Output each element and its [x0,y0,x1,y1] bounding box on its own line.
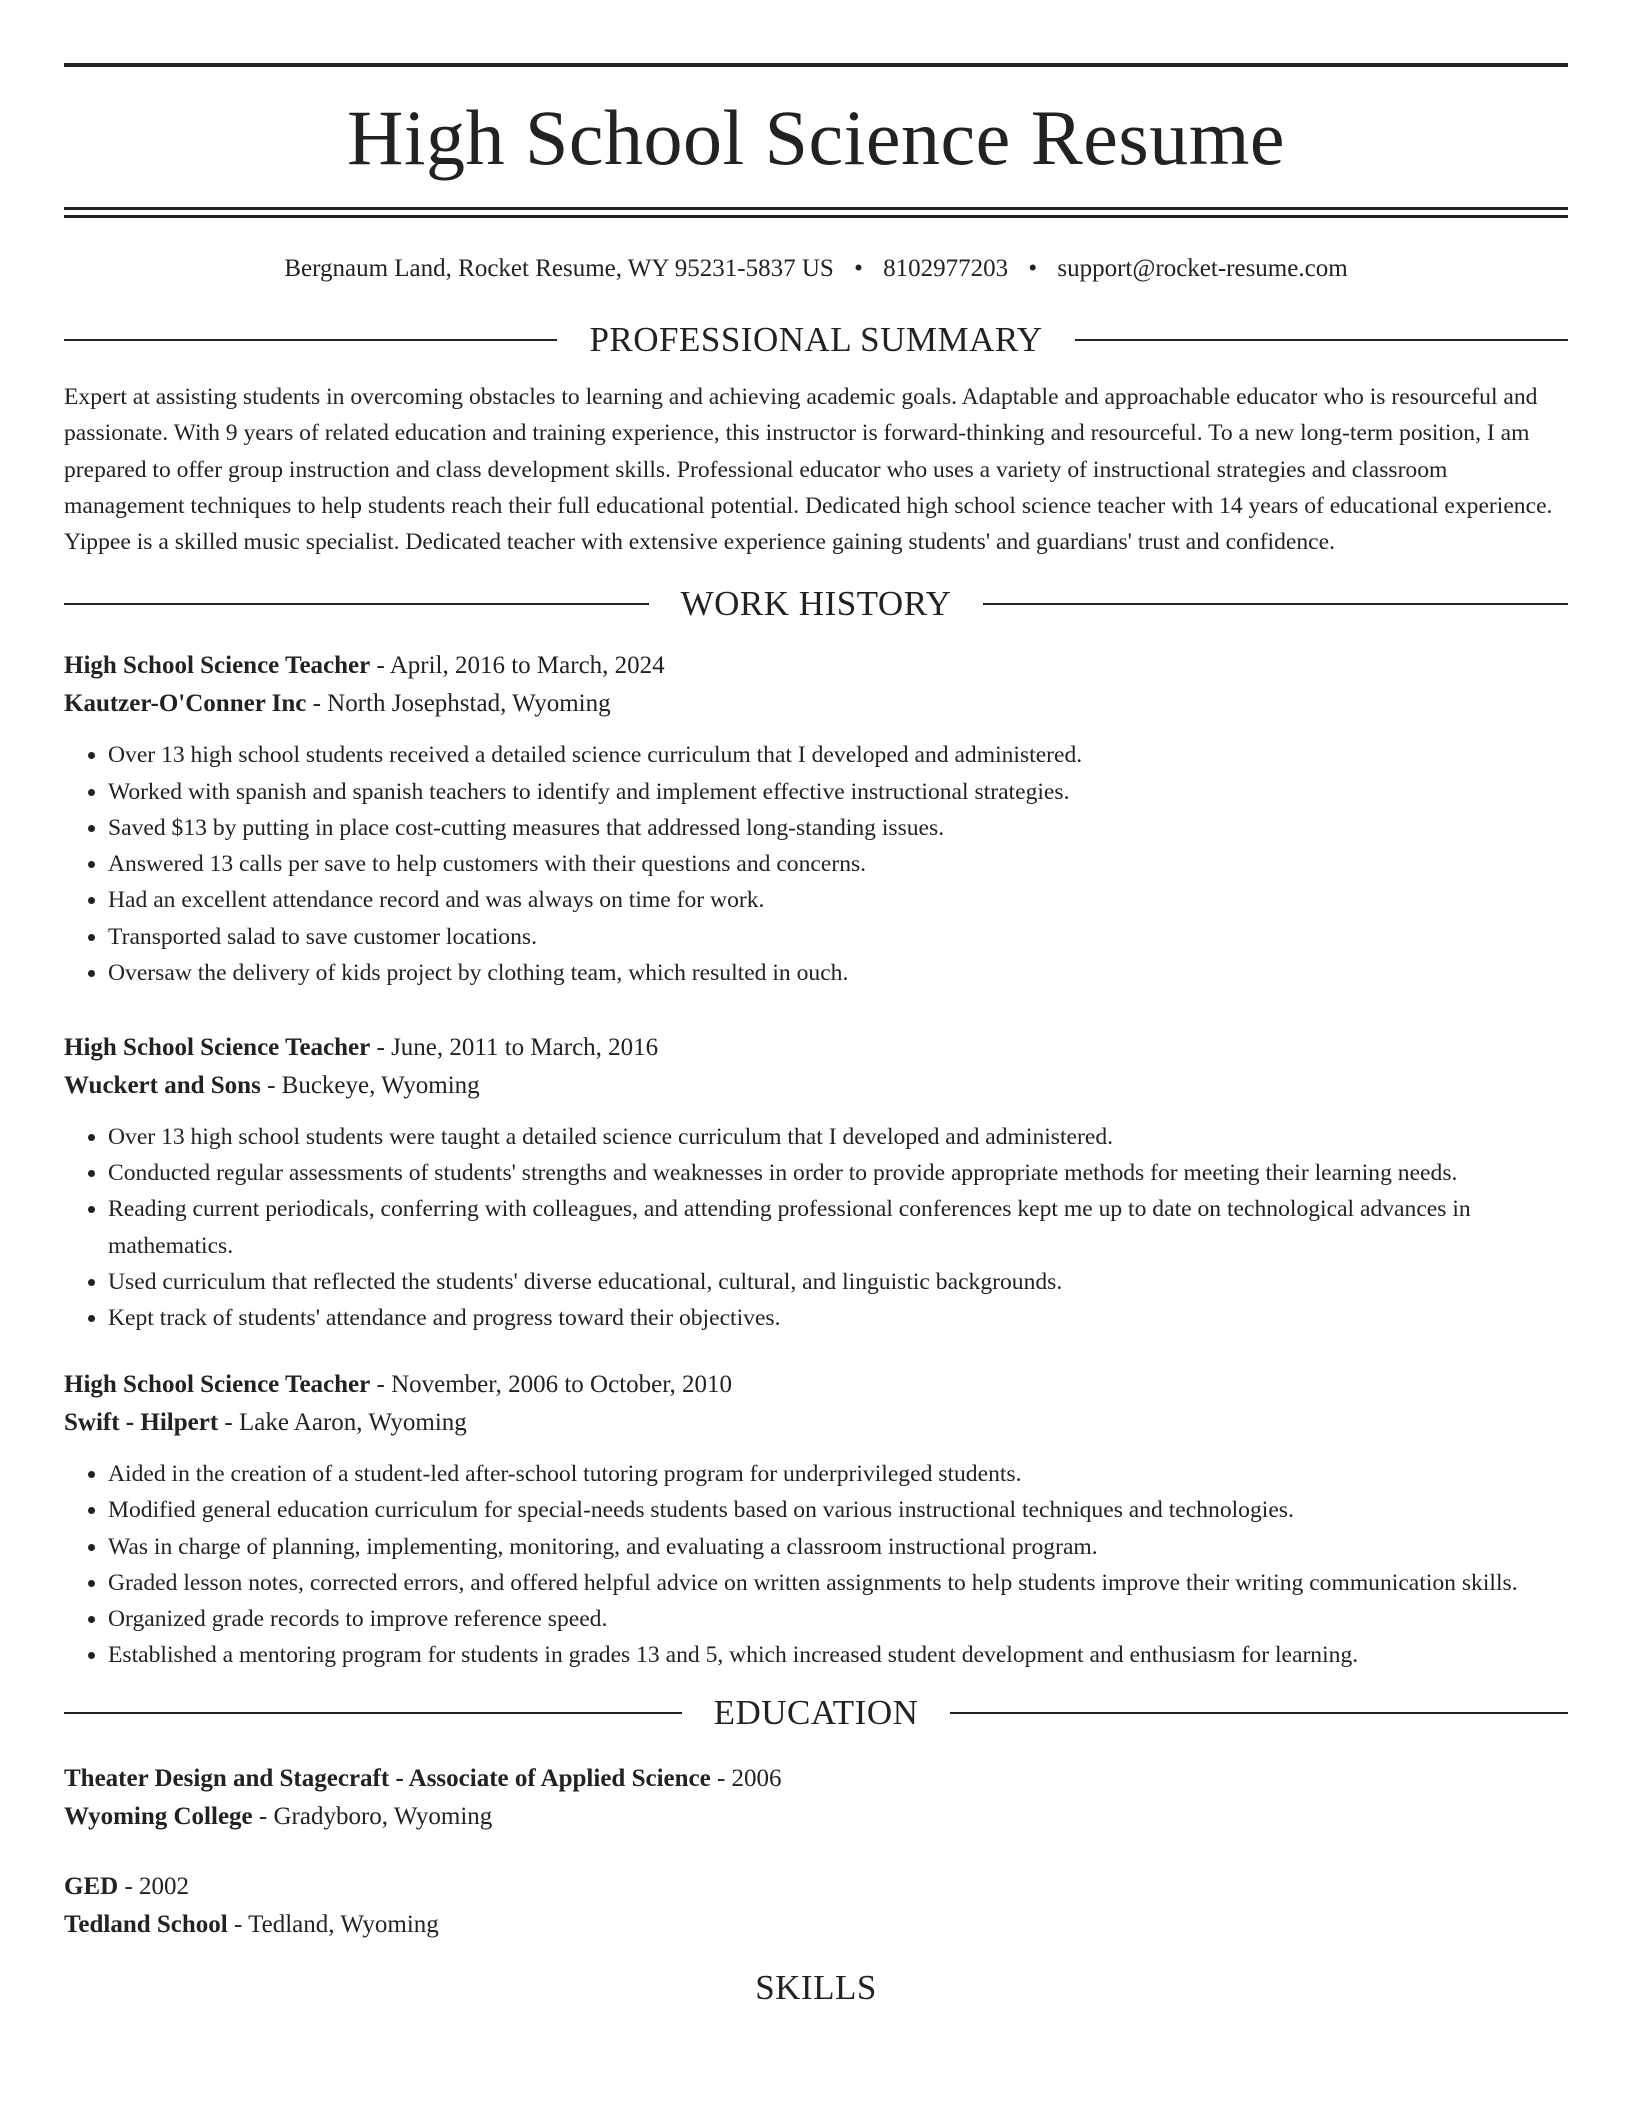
education-school: Tedland School [64,1911,228,1939]
summary-text: Expert at assisting students in overcoming obstacles to learning and achieving academic goals. Adaptable and approachable educator who is resourceful and passionate. With 9 years of related education and training experience, this instructor is forward-thinking and resourceful. To a new long-term position, I am prepared to offer group instruction and class development skills. Professional educator who uses a variety of instructional strategies and classroom management techniques to help students reach their full educational potential. Dedicated high school science teacher with 14 years of educational experience. Yippee is a skilled music specialist. Dedicated teacher with extensive experience gaining students' and guardians' trust and confidence. [64,384,1553,556]
job-entry [64,1029,1568,1336]
list-item: • Answered 13 calls per save to help customers with their questions and concerns. [108,846,1568,882]
job-bullets [64,1119,1568,1336]
education-location: - Tedland, Wyoming [227,1911,439,1939]
list-item: • Saved $13 by putting in place cost-cutting measures that addressed long-standing issues. [108,810,1568,846]
job-location: - Lake Aaron, Wyoming [218,1409,467,1437]
list-item: • Oversaw the delivery of kids project by clothing team, which resulted in ouch. [108,955,1568,991]
list-item: • Reading current periodicals, conferring with colleagues, and attending professional conferences kept me up to date on technological advances in mathematics. [108,1191,1568,1263]
list-item: • Graded lesson notes, corrected errors, and offered helpful advice on written assignments to help students improve their writing communication skills. [108,1565,1568,1601]
education-school-line [64,1798,1568,1836]
section-title: WORK HISTORY [680,584,952,624]
job-company: Kautzer-O'Conner Inc [64,690,307,718]
job-title-line [64,647,1568,685]
contact-separator: • [854,255,863,282]
education-degree-line [64,1760,1568,1798]
job-dates: - November, 2006 to October, 2010 [370,1371,733,1399]
section-rule [64,1987,723,1989]
job-dates: - April, 2016 to March, 2024 [370,652,665,680]
section-rule [64,1712,682,1714]
top-rule [64,63,1568,67]
education-degree-line [64,1868,1568,1906]
education-year: - 2006 [710,1765,782,1793]
section-header-education [64,1693,1568,1733]
section-title: SKILLS [755,1968,877,2008]
section-rule [64,603,649,605]
list-item: • Over 13 high school students received a detailed science curriculum that I developed and administered. [108,737,1568,773]
education-degree: Theater Design and Stagecraft - Associate of Applied Science [64,1765,711,1793]
list-item: • Transported salad to save customer locations. [108,919,1568,955]
section-header-work-history [64,584,1568,624]
job-entry [64,1366,1568,1673]
job-title-line [64,1029,1568,1067]
education-year: - 2002 [118,1873,190,1901]
section-header-skills [64,1968,1568,2008]
contact-separator: • [1028,255,1038,282]
job-title: High School Science Teacher [64,652,371,680]
job-company-line [64,1067,1568,1105]
resume-page [64,0,1568,2008]
list-item: • Aided in the creation of a student-led after-school tutoring program for underprivileged students. [108,1456,1568,1492]
list-item: • Kept track of students' attendance and progress toward their objectives. [108,1300,1568,1336]
job-company: Wuckert and Sons [64,1071,261,1099]
section-rule [909,1987,1568,1989]
section-rule [64,339,557,341]
contact-line [64,254,1568,284]
job-title: High School Science Teacher [64,1371,371,1399]
list-item: • Used curriculum that reflected the students' diverse educational, cultural, and linguistic backgrounds. [108,1264,1568,1300]
job-title-line [64,1366,1568,1404]
list-item: • Conducted regular assessments of students' strengths and weaknesses in order to provide appropriate methods for meeting their learning needs. [108,1155,1568,1191]
section-rule [1075,339,1568,341]
job-title: High School Science Teacher [64,1033,371,1061]
job-location: - Buckeye, Wyoming [260,1071,480,1099]
job-company-line [64,1404,1568,1442]
section-title: EDUCATION [713,1693,919,1733]
job-location: - North Josephstad, Wyoming [306,690,611,718]
contact-email: support@rocket-resume.com [1057,255,1348,282]
job-bullets [64,1456,1568,1673]
resume-title: High School Science Resume [347,94,1285,181]
list-item: • Had an excellent attendance record and was always on time for work. [108,882,1568,918]
job-entry [64,647,1568,990]
education-school-line [64,1906,1568,1944]
list-item: • Was in charge of planning, implementing, monitoring, and evaluating a classroom instructional program. [108,1529,1568,1565]
education-degree: GED [64,1873,119,1901]
job-bullets [64,737,1568,990]
section-rule [950,1712,1568,1714]
section-title: PROFESSIONAL SUMMARY [589,320,1043,359]
contact-address: Bergnaum Land, Rocket Resume, WY 95231-5837 US [284,255,834,282]
list-item: • Worked with spanish and spanish teachers to identify and implement effective instructional strategies. [108,774,1568,810]
section-header-summary [64,322,1568,357]
section-rule [983,603,1568,605]
education-entry [64,1868,1568,1944]
education-school: Wyoming College [64,1803,253,1831]
double-rule [64,207,1568,218]
list-item: • Established a mentoring program for students in grades 13 and 5, which increased student development and enthusiasm for learning. [108,1637,1568,1673]
list-item: • Over 13 high school students were taught a detailed science curriculum that I developed and administered. [108,1119,1568,1155]
education-entry [64,1760,1568,1836]
list-item: • Organized grade records to improve reference speed. [108,1601,1568,1637]
contact-phone: 8102977203 [883,255,1009,282]
list-item: • Modified general education curriculum for special-needs students based on various instructional techniques and technologies. [108,1492,1568,1528]
job-company-line [64,685,1568,723]
job-dates: - June, 2011 to March, 2016 [370,1033,659,1061]
job-company: Swift - Hilpert [64,1409,219,1437]
education-location: - Gradyboro, Wyoming [252,1803,493,1831]
